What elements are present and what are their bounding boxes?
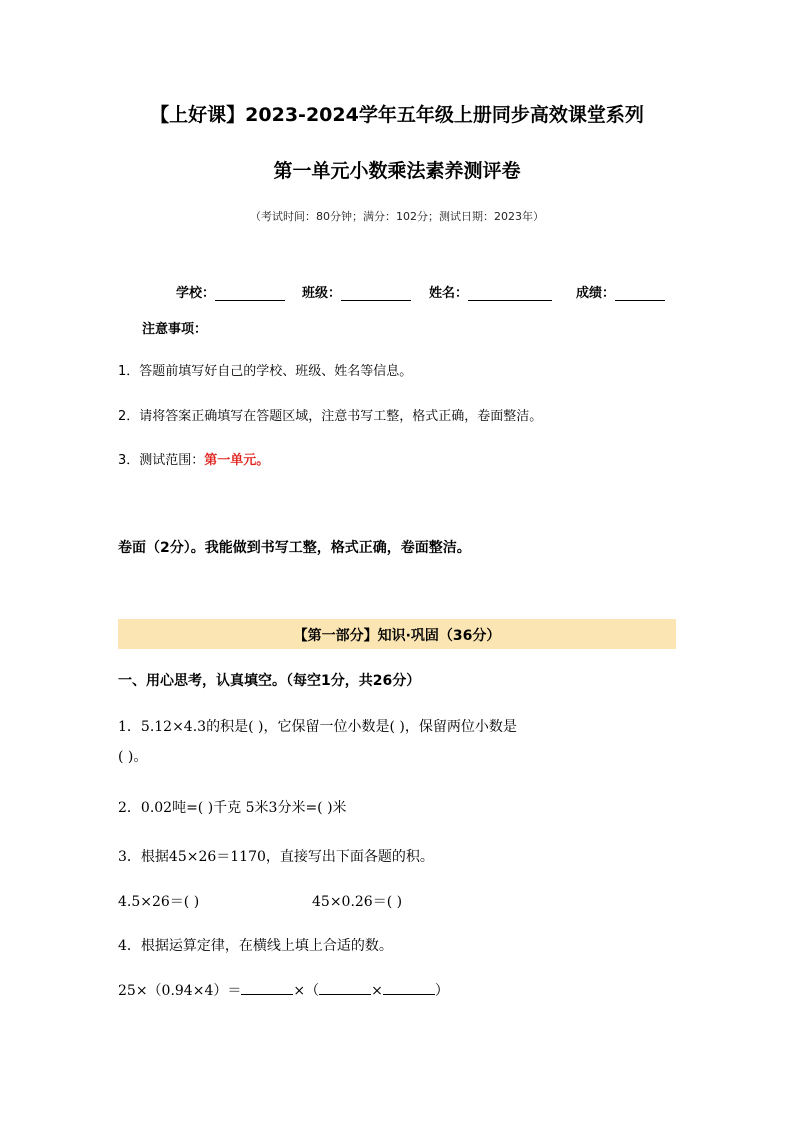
question-3-b: 45×0.26＝( ) — [312, 894, 403, 910]
question-3-a: 4.5×26＝( ) — [118, 894, 200, 910]
name-field — [429, 282, 552, 301]
question-4: 4．根据运算定律，在横线上填上合适的数。 — [118, 938, 393, 954]
title-line-1: 【上好课】2023-2024学年五年级上册同步高效课堂系列 — [150, 104, 644, 126]
title-line-2: 第一单元小数乘法素养测评卷 — [273, 160, 521, 182]
score-blank[interactable] — [615, 286, 665, 301]
q4-blank-2[interactable] — [319, 980, 371, 995]
q4-close: ） — [434, 983, 449, 999]
q4-times: ×（ — [293, 983, 320, 999]
school-field — [176, 282, 285, 301]
notice-item-3-prefix: 3．测试范围： — [118, 453, 205, 468]
score-label: 成绩： — [576, 286, 616, 301]
name-blank[interactable] — [468, 286, 552, 301]
score-field — [576, 282, 665, 301]
section-title: 【第一部分】知识·巩固（36分） — [293, 628, 501, 644]
notice-item-2: 2．请将答案正确填写在答题区域，注意书写工整，格式正确，卷面整洁。 — [118, 409, 543, 424]
notice-heading: 注意事项： — [142, 322, 208, 337]
exam-info: （考试时间：80分钟；满分：102分；测试日期：2023年） — [250, 210, 544, 223]
name-label: 姓名： — [429, 286, 469, 301]
question-4-expression — [118, 980, 449, 1000]
notice-item-3-highlight: 第一单元。 — [204, 453, 270, 468]
notice-item-1: 1．答题前填写好自己的学校、班级、姓名等信息。 — [118, 364, 413, 379]
q4-blank-1[interactable] — [241, 980, 293, 995]
section-heading-fill-blanks: 一、用心思考，认真填空。（每空1分，共26分） — [118, 673, 421, 689]
school-blank[interactable] — [215, 286, 285, 301]
class-field — [302, 282, 411, 301]
q4-times-2: × — [371, 983, 383, 999]
question-1-line-2: ( )。 — [118, 749, 148, 765]
q4-blank-3[interactable] — [383, 980, 435, 995]
question-1-line-1: 1．5.12×4.3的积是( )，它保留一位小数是( )，保留两位小数是 — [118, 719, 517, 735]
question-2: 2．0.02吨=( )千克 5米3分米=( )米 — [118, 800, 347, 816]
class-blank[interactable] — [341, 286, 411, 301]
notice-item-3 — [118, 449, 269, 468]
school-label: 学校： — [176, 286, 216, 301]
neatness-statement: 卷面（2分）。我能做到书写工整，格式正确，卷面整洁。 — [118, 540, 471, 556]
class-label: 班级： — [302, 286, 342, 301]
q4-expr-prefix: 25×（0.94×4）＝ — [118, 983, 242, 999]
question-3: 3．根据45×26＝1170，直接写出下面各题的积。 — [118, 849, 434, 865]
